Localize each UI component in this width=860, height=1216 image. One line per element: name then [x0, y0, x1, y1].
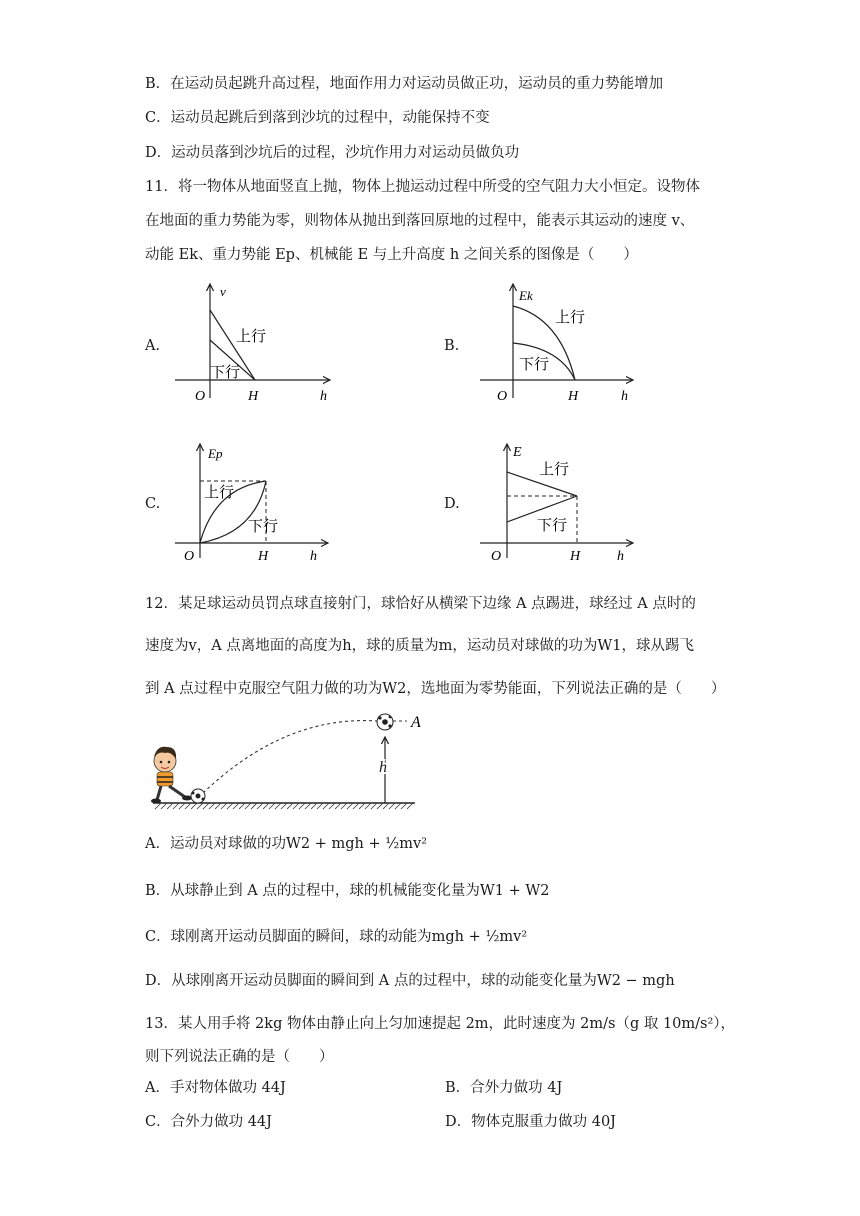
- origin-label: O: [491, 549, 502, 564]
- up-label: 上行: [555, 310, 586, 326]
- q13-option-d: D．物体克服重力做功 40J: [445, 1114, 616, 1130]
- y-axis-label: Ep: [208, 446, 223, 461]
- down-label: 下行: [519, 357, 550, 373]
- q13-option-b: B．合外力做功 4J: [445, 1080, 563, 1096]
- down-label: 下行: [210, 365, 241, 381]
- q11-option-a-label: A.: [145, 338, 161, 354]
- y-axis-label: Ek: [519, 288, 533, 303]
- x-axis-label: h: [617, 549, 624, 564]
- q12-option-d: D．从球刚离开运动员脚面的瞬间到 A 点的过程中，球的动能变化量为W2 − mgh: [145, 973, 675, 989]
- q13-stem-line2: 则下列说法正确的是（ ）: [145, 1049, 334, 1065]
- ball-at-a-icon: [377, 714, 393, 730]
- q10-option-d: D．运动员落到沙坑后的过程，沙坑作用力对运动员做负功: [145, 145, 520, 161]
- ball-start-icon: [191, 789, 205, 803]
- q12-stem-line1: 12．某足球运动员罚点球直接射门，球恰好从横梁下边缘 A 点踢进，球经过 A 点时的: [145, 596, 696, 612]
- origin-label: O: [195, 389, 206, 404]
- graph-c: [170, 438, 345, 568]
- down-label: 下行: [248, 519, 279, 535]
- graph-b: [475, 278, 650, 408]
- q11-stem-line3: 动能 Ek、重力势能 Ep、机械能 E 与上升高度 h 之间关系的图像是（ ）: [145, 247, 638, 263]
- kid-player: [151, 747, 192, 804]
- q10-option-c: C．运动员起跳后到落到沙坑的过程中，动能保持不变: [145, 110, 490, 126]
- up-label: 上行: [236, 329, 267, 345]
- q12-stem-line2: 速度为v，A 点离地面的高度为h，球的质量为m，运动员对球做的功为W1，球从踢飞: [145, 638, 694, 654]
- graph-a: [170, 278, 345, 408]
- graph-d: [475, 438, 650, 568]
- origin-label: O: [497, 389, 508, 404]
- q12-option-c: C．球刚离开运动员脚面的瞬间，球的动能为mgh + ½mv²: [145, 929, 528, 945]
- origin-label: O: [184, 549, 195, 564]
- x-axis-label: h: [320, 389, 327, 404]
- point-a-label: A: [411, 714, 421, 731]
- h-max-label: H: [570, 549, 581, 564]
- up-label: 上行: [204, 485, 235, 501]
- q13-option-a: A．手对物体做功 44J: [145, 1080, 286, 1096]
- q11-option-b-label: B.: [444, 338, 460, 354]
- trajectory: [203, 721, 377, 793]
- up-label: 上行: [539, 462, 570, 478]
- height-label: h: [379, 759, 387, 776]
- q12-stem-line3: 到 A 点过程中克服空气阻力做的功为W2，选地面为零势能面，下列说法正确的是（ ）: [145, 681, 726, 697]
- x-axis-label: h: [621, 389, 628, 404]
- q13-stem-line1: 13．某人用手将 2kg 物体由静止向上匀加速提起 2m，此时速度为 2m/s（g 取 10m/s²），: [145, 1016, 736, 1032]
- h-max-label: H: [248, 389, 259, 404]
- x-axis-label: h: [310, 549, 317, 564]
- h-max-label: H: [258, 549, 269, 564]
- q12-option-b: B．从球静止到 A 点的过程中，球的机械能变化量为W1 + W2: [145, 883, 550, 899]
- q12-option-a: A．运动员对球做的功W2 + mgh + ½mv²: [145, 836, 428, 852]
- down-label: 下行: [537, 518, 568, 534]
- soccer-figure: [145, 705, 435, 815]
- q11-stem-line1: 11．将一物体从地面竖直上抛，物体上抛运动过程中所受的空气阻力大小恒定。设物体: [145, 179, 700, 195]
- y-axis-label: v: [220, 284, 226, 299]
- q11-stem-line2: 在地面的重力势能为零，则物体从抛出到落回原地的过程中，能表示其运动的速度 v、: [145, 213, 695, 229]
- ground-hatch: [155, 803, 413, 809]
- q13-option-c: C．合外力做功 44J: [145, 1114, 272, 1130]
- q11-option-d-label: D.: [444, 496, 460, 512]
- q11-option-c-label: C.: [145, 496, 161, 512]
- y-axis-label: E: [513, 445, 522, 460]
- q10-option-b: B．在运动员起跳升高过程，地面作用力对运动员做正功，运动员的重力势能增加: [145, 76, 664, 92]
- h-max-label: H: [568, 389, 579, 404]
